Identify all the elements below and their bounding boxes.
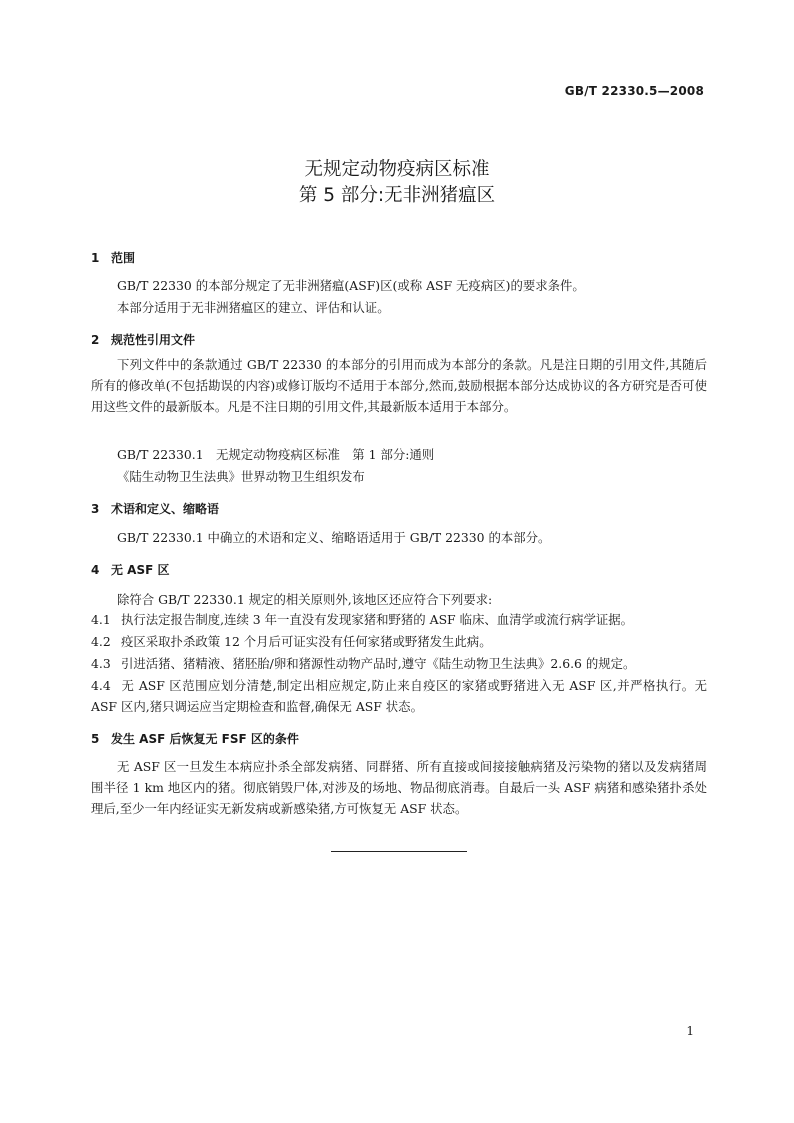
clause-text: 执行法定报告制度,连续 3 年一直没有发现家猪和野猪的 ASF 临床、血清学或流行病学证据。: [121, 612, 634, 627]
section-number: 1: [91, 251, 100, 265]
section-title: 发生 ASF 后恢复无 FSF 区的条件: [111, 732, 299, 746]
section-number: 2: [91, 333, 100, 347]
section-title: 范围: [111, 251, 136, 265]
section-number: 3: [91, 502, 100, 516]
page-subtitle: 第 5 部分:无非洲猪瘟区: [298, 185, 496, 206]
end-rule: [331, 851, 467, 852]
page-number: 1: [686, 1024, 694, 1038]
section-1-heading: [91, 249, 135, 266]
section-3-paragraph: GB/T 22330.1 中确立的术语和定义、缩略语适用于 GB/T 22330 的本部分。: [117, 530, 551, 545]
clause-number: 4.2: [91, 634, 111, 649]
clause-number: 4.1: [91, 612, 111, 627]
section-3-heading: [91, 500, 219, 517]
section-4-intro: 除符合 GB/T 22330.1 规定的相关原则外,该地区还应符合下列要求:: [117, 592, 493, 607]
section-title: 无 ASF 区: [111, 563, 170, 577]
section-title: 术语和定义、缩略语: [111, 502, 220, 516]
normative-reference-1: GB/T 22330.1 无规定动物疫病区标准 第 1 部分:通则: [117, 447, 435, 462]
section-5-heading: [91, 730, 299, 747]
clause-text: 疫区采取扑杀政策 12 个月后可证实没有任何家猪或野猪发生此病。: [121, 634, 492, 649]
section-2-heading: [91, 331, 195, 348]
section-4-heading: [91, 561, 169, 578]
clause-4-4: [91, 675, 707, 717]
clause-number: 4.3: [91, 656, 111, 671]
page-title: 无规定动物疫病区标准: [304, 159, 490, 180]
section-number: 5: [91, 732, 100, 746]
clause-number: 4.4: [91, 678, 111, 693]
clause-4-2: [91, 631, 707, 652]
clause-text: 无 ASF 区范围应划分清楚,制定出相应规定,防止来自疫区的家猪或野猪进入无 ASF 区,并严格执行。无 ASF 区内,猪只调运应当定期检查和监督,确保无 ASF 状态。: [91, 678, 707, 714]
clause-text: 引进活猪、猪精液、猪胚胎/卵和猪源性动物产品时,遵守《陆生动物卫生法典》2.6.6 的规定。: [121, 656, 636, 671]
section-1-paragraph-2: 本部分适用于无非洲猪瘟区的建立、评估和认证。: [117, 300, 390, 315]
section-1-paragraph-1: GB/T 22330 的本部分规定了无非洲猪瘟(ASF)区(或称 ASF 无疫病区)的要求条件。: [117, 278, 585, 293]
clause-4-1: [91, 609, 707, 630]
section-2-paragraph: 下列文件中的条款通过 GB/T 22330 的本部分的引用而成为本部分的条款。凡是注日期的引用文件,其随后所有的修改单(不包括勘误的内容)或修订版均不适用于本部分,然而,鼓励根据本部分达成协议的各方研究是否可使用这些文件的最新版本。凡是不注日期的引用文件,其最新版本适用于本部分。: [91, 357, 707, 414]
section-number: 4: [91, 563, 100, 577]
section-5-paragraph: 无 ASF 区一旦发生本病应扑杀全部发病猪、同群猪、所有直接或间接接触病猪及污染物的猪以及发病猪周围半径 1 km 地区内的猪。彻底销毁尸体,对涉及的场地、物品彻底消毒。自最后一头 ASF 病猪和感染猪扑杀处理后,至少一年内经证实无新发病或新感染猪,方可恢复无 ASF 状态。: [91, 759, 707, 816]
standard-code: GB/T 22330.5—2008: [564, 84, 704, 98]
section-title: 规范性引用文件: [111, 333, 196, 347]
clause-4-3: [91, 653, 707, 674]
normative-reference-2: 《陆生动物卫生法典》世界动物卫生组织发布: [117, 469, 365, 484]
